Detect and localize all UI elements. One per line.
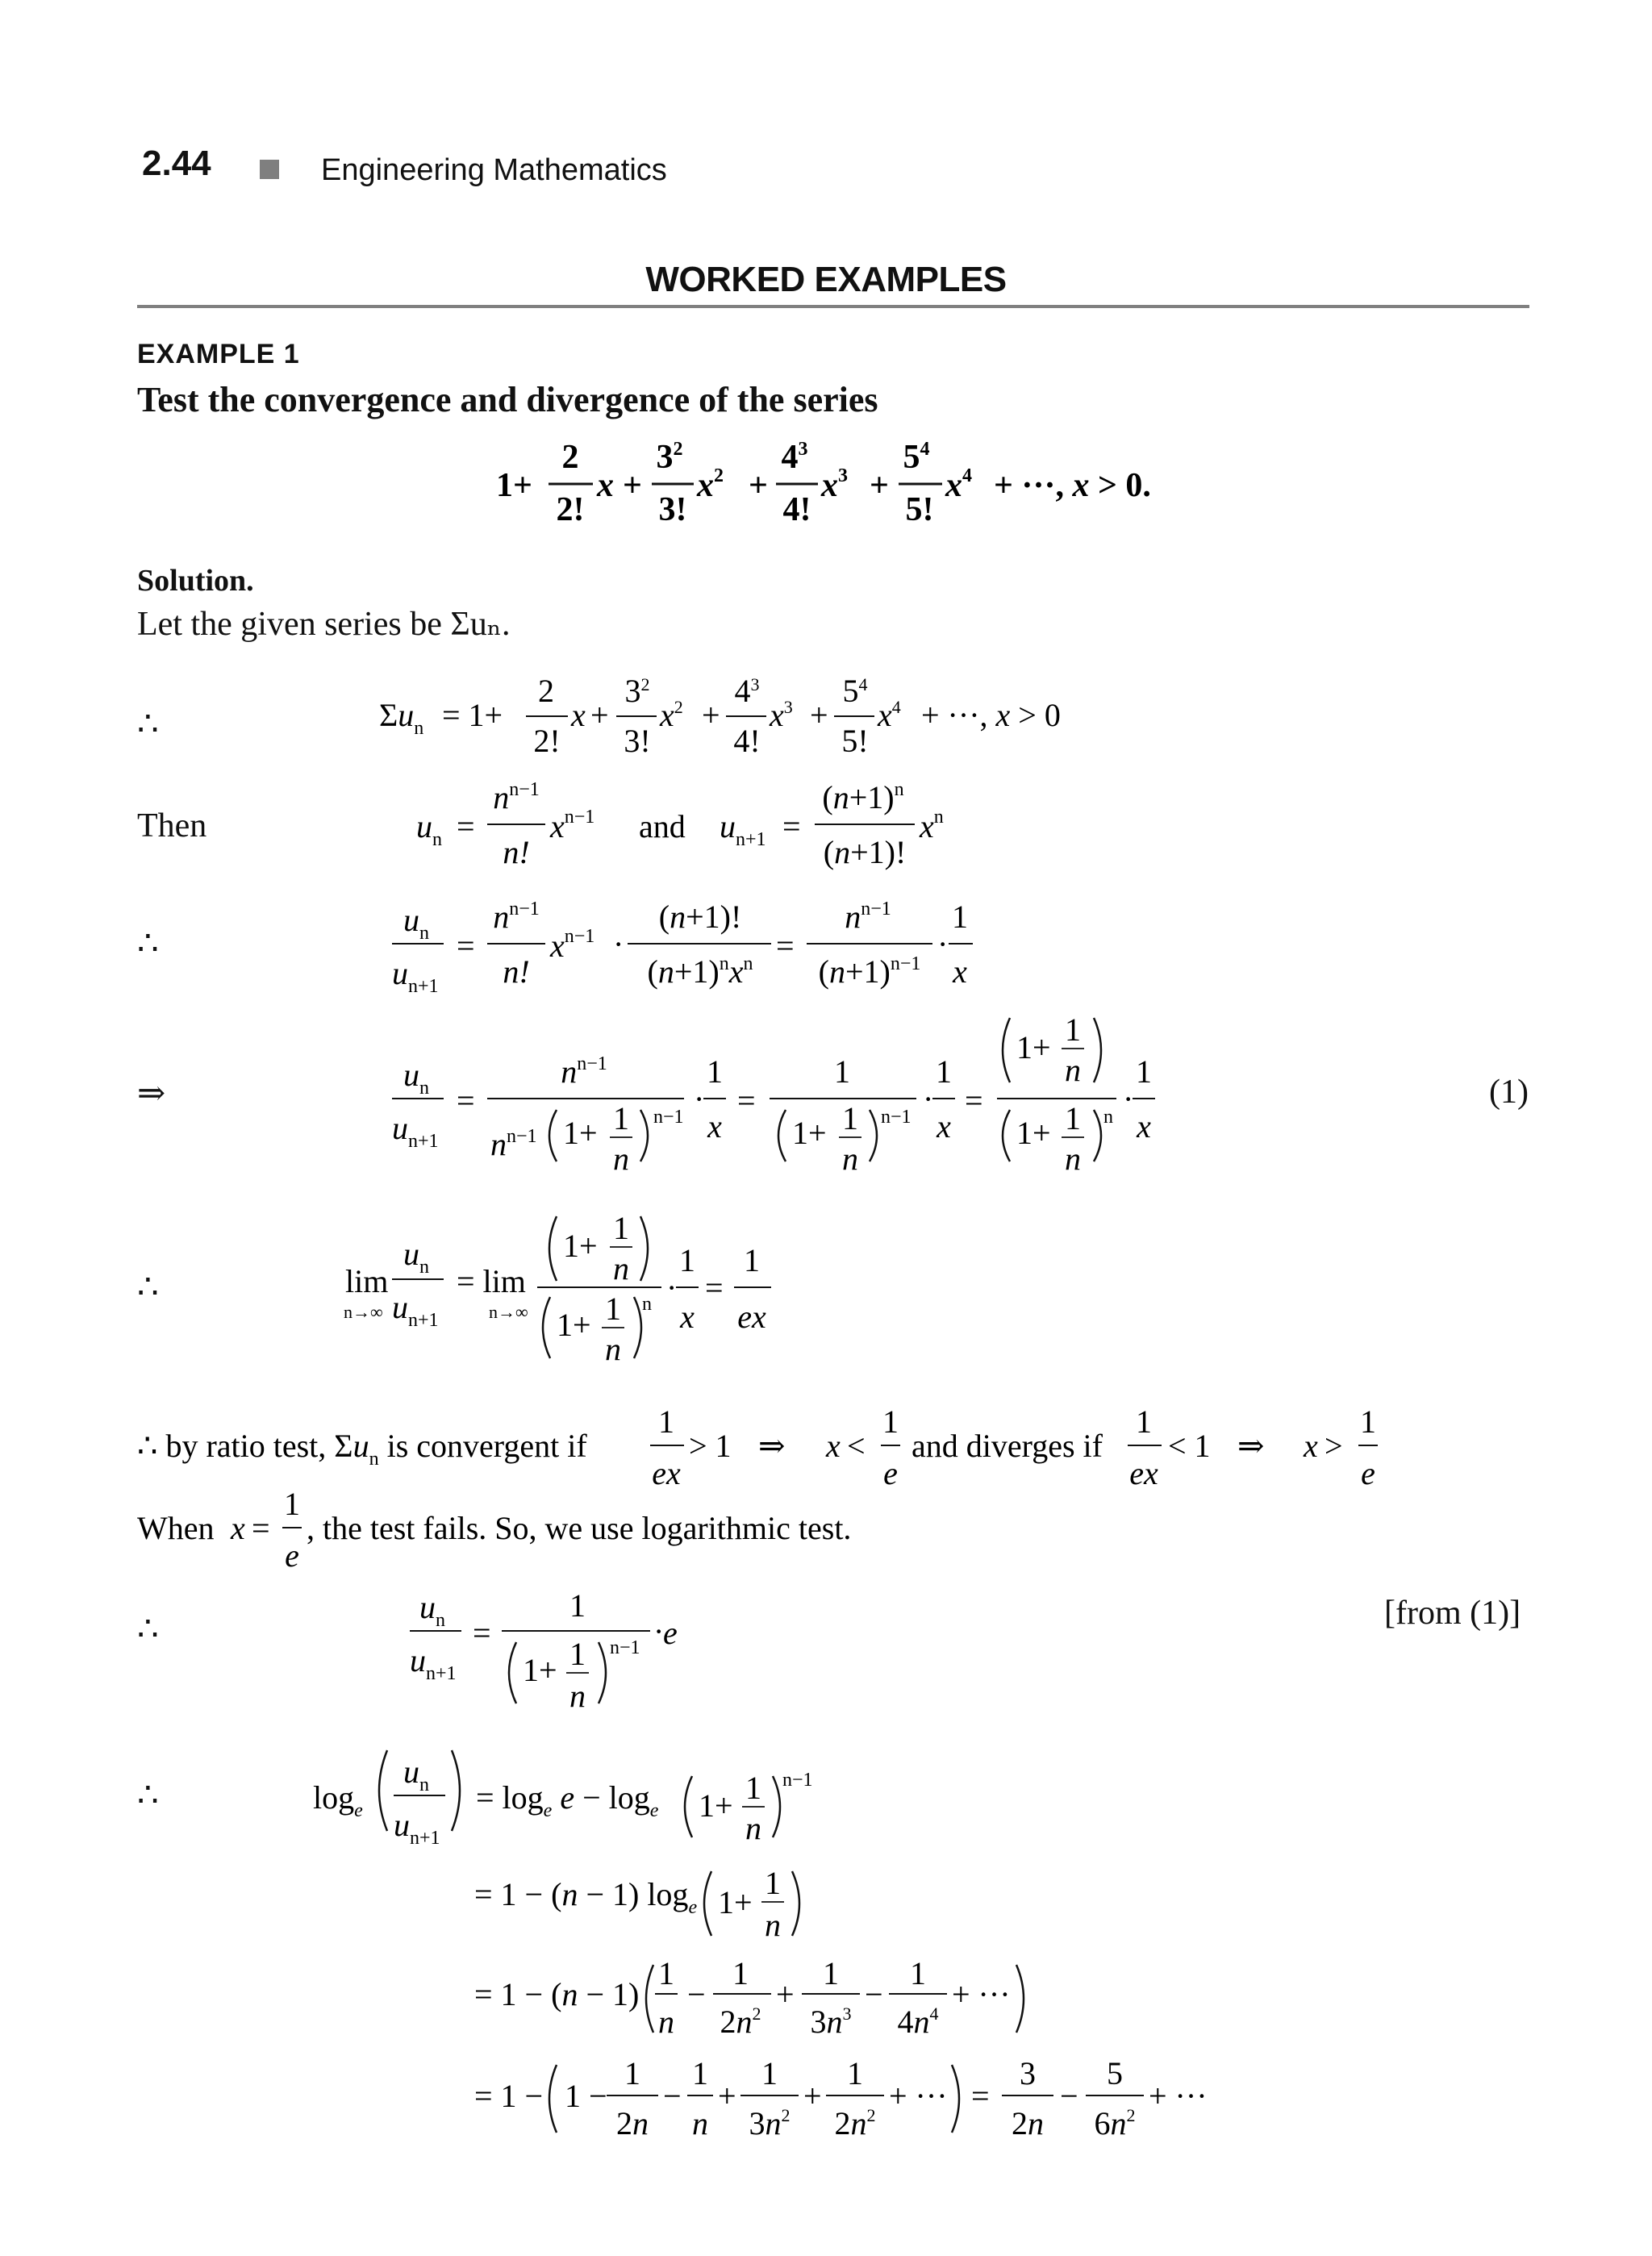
svg-text:x: x	[1304, 1428, 1318, 1464]
svg-text:1: 1	[1065, 1100, 1081, 1136]
svg-text:−: −	[865, 1976, 883, 2012]
svg-text:x: x	[707, 1108, 722, 1145]
header-square-icon	[260, 160, 279, 179]
svg-text:1: 1	[707, 1053, 723, 1090]
svg-text:e: e	[1361, 1455, 1375, 1491]
svg-text:1+: 1+	[557, 1307, 591, 1343]
svg-text:=: =	[252, 1510, 270, 1546]
svg-text:4!: 4!	[733, 723, 761, 759]
svg-text:·: ·	[923, 1081, 934, 1117]
svg-text:(n+1)!: (n+1)!	[823, 834, 907, 870]
svg-text:1+: 1+	[1016, 1115, 1051, 1151]
svg-text:n: n	[613, 1141, 629, 1177]
svg-text:1: 1	[679, 1242, 695, 1278]
svg-text:=: =	[776, 928, 795, 964]
svg-text:e: e	[663, 1615, 678, 1651]
svg-text:32: $3^2$	[656, 439, 683, 476]
svg-text:1: 1	[613, 1210, 629, 1246]
svg-text:x: x	[597, 467, 614, 504]
svg-text:1: 1	[765, 1865, 781, 1901]
svg-text:3!: 3!	[658, 491, 687, 528]
implies-symbol: ⇒	[137, 1075, 166, 1112]
svg-text:un+1: $u_{n+1}$	[392, 955, 439, 997]
svg-text:= 1 −: = 1 −	[474, 2078, 544, 2114]
equation-log-2	[0, 1847, 1652, 1944]
svg-text:xn: $x^n$	[920, 807, 944, 844]
svg-text:1: 1	[569, 1636, 586, 1672]
svg-text:nn−1: $n^{n-1}$	[493, 779, 540, 815]
svg-text:= 1 − (n − 1) loge: = 1 − (n − 1) $\log_e$	[474, 1876, 698, 1918]
equation-tag-1: (1)	[1489, 1074, 1529, 1111]
svg-text:un: $u_n$	[403, 1236, 429, 1278]
svg-text:n: n	[613, 1250, 629, 1286]
svg-text:(n+1)nxn: $(n+1)^nx^n$	[647, 953, 753, 990]
svg-text:(n+1)n−1: $(n+1)^{n-1}$	[818, 953, 921, 990]
svg-text:1: 1	[761, 2055, 778, 2091]
svg-text:x: x	[1137, 1108, 1151, 1145]
equation-ratio-2	[0, 1000, 1652, 1194]
svg-text:43: $4^3$	[734, 673, 760, 709]
svg-text:−: −	[687, 1976, 706, 2012]
svg-text:54: $5^4$	[842, 673, 868, 709]
svg-text:=: =	[971, 2078, 990, 2114]
svg-text:=: =	[457, 1082, 475, 1119]
svg-text:n: n	[658, 2004, 674, 2040]
svg-text:1: 1	[692, 2055, 708, 2091]
svg-text:32: $3^2$	[624, 673, 650, 709]
svg-text:2n2: $2n^2$	[720, 2004, 761, 2040]
svg-text:nn−1: $n^{n-1}$	[561, 1053, 607, 1090]
svg-text:1+: 1+	[699, 1787, 733, 1824]
svg-text:·: ·	[1123, 1081, 1134, 1117]
svg-text:x4: $x^4$	[945, 465, 972, 504]
svg-text:2: 2	[561, 439, 579, 476]
problem-series	[0, 427, 1652, 540]
svg-text:1+: 1+	[523, 1652, 557, 1688]
section-title: WORKED EXAMPLES	[645, 260, 1007, 299]
svg-text:1: 1	[936, 1053, 952, 1090]
svg-text:ex: ex	[737, 1299, 766, 1335]
svg-text:n: n	[1103, 1107, 1113, 1128]
svg-text:·: ·	[653, 1613, 665, 1649]
svg-text:2!: 2!	[556, 491, 585, 528]
equation-sum-un	[0, 668, 1652, 773]
svg-text:x3: $x^3$	[821, 465, 848, 504]
svg-text:1+: 1+	[496, 467, 532, 504]
svg-text:un+1: $u_{n+1}$	[720, 808, 766, 850]
svg-text:x2: $x^2$	[660, 697, 683, 733]
svg-text:2: 2	[538, 673, 554, 709]
svg-text:54: $5^4$	[903, 439, 930, 476]
svg-text:=: =	[457, 808, 475, 844]
svg-text:1: 1	[1360, 1403, 1376, 1440]
example-label: EXAMPLE 1	[137, 339, 300, 369]
svg-text:n: n	[1065, 1052, 1081, 1088]
svg-text:1: 1	[745, 1770, 761, 1806]
therefore-symbol: ∴	[137, 925, 159, 962]
svg-text:1: 1	[1136, 1053, 1152, 1090]
svg-text:1: 1	[744, 1242, 760, 1278]
svg-text:= loge e − loge: = $\log_e e - \log_e$	[476, 1779, 659, 1821]
svg-text:(n+1)n: $(n+1)^n$	[822, 779, 904, 815]
svg-text:x2: $x^2$	[697, 465, 724, 504]
svg-text:n: n	[842, 1141, 858, 1177]
svg-text:nn−1: $n^{n-1}$	[493, 899, 540, 935]
svg-text:=: =	[965, 1082, 983, 1119]
svg-text:un+1: $u_{n+1}$	[392, 1110, 439, 1152]
svg-text:1+: 1+	[1016, 1029, 1051, 1065]
svg-text:un+1: $u_{n+1}$	[394, 1807, 440, 1849]
svg-text:⇒: ⇒	[758, 1428, 786, 1464]
svg-text:=: =	[737, 1082, 756, 1119]
svg-text:lim: lim	[345, 1263, 389, 1299]
svg-text:x: x	[571, 697, 586, 733]
equation-log-4	[0, 2049, 1652, 2145]
svg-text:n: n	[642, 1294, 652, 1315]
svg-text:1: 1	[842, 1100, 858, 1136]
svg-text:⇒: ⇒	[1237, 1428, 1265, 1464]
svg-text:un+1: $u_{n+1}$	[410, 1642, 457, 1684]
svg-text:x4: $x^4$	[878, 697, 901, 733]
svg-text:n!: n!	[503, 834, 530, 870]
svg-text:1: 1	[658, 1955, 674, 1991]
svg-text:+: +	[870, 467, 889, 504]
svg-text:2n: 2n	[616, 2105, 649, 2141]
equation-log-3	[0, 1952, 1652, 2041]
svg-text:=: =	[457, 928, 475, 964]
svg-text:, the test fails. So, we use l: , the test fails. So, we use logarithmic test.	[307, 1510, 852, 1546]
svg-text:When: When	[137, 1510, 215, 1546]
svg-text:1: 1	[823, 1955, 839, 1991]
svg-text:∴ by ratio test, Σun is conver: ∴ by ratio test, $\Sigma u_n$ is convergent if	[137, 1428, 587, 1470]
svg-text:+: +	[776, 1976, 795, 2012]
svg-text:n!: n!	[503, 953, 530, 990]
svg-text:ex: ex	[652, 1455, 681, 1491]
svg-text:and diverges if: and diverges if	[912, 1428, 1103, 1464]
svg-text:−: −	[663, 2078, 682, 2114]
equation-limit	[0, 1199, 1652, 1392]
svg-text:xn−1: $x^{n-1}$	[550, 807, 595, 844]
therefore-symbol: ∴	[137, 1777, 159, 1814]
svg-text:+: +	[803, 2078, 822, 2114]
svg-text:·: ·	[694, 1081, 705, 1117]
running-header-title: Engineering Mathematics	[321, 153, 667, 187]
svg-text:>: >	[1325, 1428, 1343, 1464]
svg-text:2n2: $2n^2$	[834, 2105, 876, 2141]
svg-text:+: +	[718, 2078, 736, 2114]
solution-intro: Let the given series be Σuₙ.	[137, 606, 511, 643]
ratio-test-conclusion	[0, 1403, 1652, 1492]
svg-text:nn−1: $n^{n-1}$	[845, 899, 891, 935]
svg-text:1+: 1+	[792, 1115, 827, 1151]
svg-text:1: 1	[605, 1291, 621, 1327]
svg-text:43: $4^3$	[781, 439, 808, 476]
svg-text:n: n	[1065, 1141, 1081, 1177]
svg-text:1+: 1+	[563, 1115, 598, 1151]
svg-text:5!: 5!	[905, 491, 934, 528]
svg-text:1+: 1+	[718, 1884, 753, 1920]
svg-text:3!: 3!	[624, 723, 651, 759]
svg-text:xn−1: $x^{n-1}$	[550, 926, 595, 964]
svg-text:= 1 − (n − 1): = 1 − (n − 1)	[474, 1976, 640, 2012]
svg-text:6n2: $6n^2$	[1094, 2105, 1136, 2141]
svg-text:1: 1	[834, 1053, 850, 1090]
svg-text:=: =	[705, 1270, 724, 1306]
svg-text:+ ···: + ···	[1149, 2078, 1208, 2114]
solution-label: Solution.	[137, 564, 254, 598]
svg-text:= lim: = lim	[457, 1263, 526, 1299]
svg-text:+ ···, x > 0: + ···, x > 0	[921, 697, 1061, 733]
svg-text:1+: 1+	[563, 1228, 598, 1264]
svg-text:<: <	[847, 1428, 866, 1464]
svg-text:> 1: > 1	[689, 1428, 732, 1464]
svg-text:n−1: n−1	[653, 1107, 684, 1128]
svg-text:un: $u_n$	[403, 902, 429, 944]
when-test-fails	[0, 1486, 1652, 1574]
svg-text:< 1: < 1	[1168, 1428, 1211, 1464]
svg-text:4n4: $4n^4$	[897, 2004, 939, 2040]
svg-text:2n: 2n	[1012, 2105, 1044, 2141]
svg-text:ex: ex	[1129, 1455, 1158, 1491]
page-number: 2.44	[142, 144, 211, 183]
svg-text:1: 1	[910, 1955, 926, 1991]
svg-text:n: n	[745, 1810, 761, 1846]
svg-text:1: 1	[1065, 1011, 1081, 1048]
svg-text:1: 1	[952, 899, 968, 935]
therefore-symbol: ∴	[137, 706, 159, 743]
equation-log-1	[0, 1734, 1652, 1847]
therefore-symbol: ∴	[137, 1269, 159, 1306]
equation-ratio-1	[0, 894, 1652, 1007]
svg-text:=: =	[473, 1615, 491, 1651]
svg-text:1: 1	[624, 2055, 640, 2091]
svg-text:2!: 2!	[533, 723, 561, 759]
svg-text:1: 1	[613, 1100, 629, 1136]
svg-text:=: =	[782, 808, 801, 844]
svg-text:loge: $\log_e$	[313, 1779, 363, 1821]
svg-text:x3: $x^3$	[770, 697, 793, 733]
svg-text:nn−1: $n^{n-1}$	[490, 1126, 537, 1162]
svg-text:n: n	[765, 1907, 781, 1943]
svg-text:3n3: $3n^3$	[810, 2004, 852, 2040]
svg-text:x: x	[680, 1299, 695, 1335]
svg-text:n−1: n−1	[610, 1637, 640, 1658]
svg-text:un+1: $u_{n+1}$	[392, 1289, 439, 1331]
svg-text:n: n	[692, 2105, 708, 2141]
section-rule	[137, 305, 1529, 308]
svg-text:Σun: $\Sigma u_n$	[379, 697, 424, 739]
example-statement: Test the convergence and divergence of the series	[137, 380, 878, 419]
svg-text:un: $u_n$	[416, 808, 442, 850]
svg-text:un: $u_n$	[419, 1589, 445, 1631]
svg-text:5: 5	[1107, 2055, 1123, 2091]
svg-text:+: +	[749, 467, 768, 504]
svg-text:1: 1	[569, 1587, 586, 1624]
svg-text:n→∞: n→∞	[489, 1302, 528, 1322]
svg-text:n→∞: n→∞	[344, 1302, 383, 1322]
svg-text:and: and	[639, 808, 686, 844]
svg-text:1: 1	[1136, 1403, 1152, 1440]
svg-text:1: 1	[882, 1403, 899, 1440]
then-label: Then	[137, 807, 207, 844]
svg-text:n: n	[569, 1678, 586, 1714]
svg-text:n: n	[605, 1331, 621, 1367]
svg-text:3n2: $3n^2$	[749, 2105, 791, 2141]
svg-text:(n+1)!: (n+1)!	[658, 899, 742, 935]
svg-text:x: x	[826, 1428, 841, 1464]
svg-text:+ ···: + ···	[952, 1976, 1011, 2012]
svg-text:·: ·	[937, 926, 949, 962]
equation-un-un1	[0, 774, 1652, 887]
svg-text:un: $u_n$	[403, 1754, 429, 1795]
svg-text:x: x	[231, 1510, 245, 1546]
svg-text:x: x	[937, 1108, 951, 1145]
svg-text:n−1: n−1	[881, 1107, 912, 1128]
svg-text:+: +	[590, 697, 609, 733]
svg-text:1: 1	[732, 1955, 749, 1991]
svg-text:+ ···: + ···	[889, 2078, 948, 2114]
svg-text:1 −: 1 −	[565, 2078, 607, 2114]
svg-text:5!: 5!	[841, 723, 869, 759]
svg-text:n−1: n−1	[782, 1770, 813, 1791]
svg-text:·: ·	[666, 1270, 678, 1306]
equation-ratio-e	[0, 1581, 1652, 1734]
svg-text:4!: 4!	[782, 491, 811, 528]
svg-text:+: +	[810, 697, 828, 733]
svg-text:= 1+: = 1+	[442, 697, 503, 733]
svg-text:un: $u_n$	[403, 1057, 429, 1099]
svg-text:1: 1	[284, 1486, 300, 1522]
svg-text:e: e	[285, 1537, 299, 1574]
svg-text:1: 1	[658, 1403, 674, 1440]
svg-text:e: e	[883, 1455, 898, 1491]
svg-text:+: +	[702, 697, 720, 733]
svg-text:x: x	[953, 953, 967, 990]
svg-text:−: −	[1060, 2078, 1078, 2114]
svg-text:1: 1	[847, 2055, 863, 2091]
svg-text:+ ···, x > 0.: + ···, x > 0.	[994, 467, 1151, 504]
svg-text:+: +	[623, 467, 642, 504]
svg-text:3: 3	[1020, 2055, 1036, 2091]
svg-text:·: ·	[613, 926, 624, 962]
therefore-symbol: ∴	[137, 1611, 159, 1648]
from-reference: [from (1)]	[1384, 1595, 1521, 1632]
